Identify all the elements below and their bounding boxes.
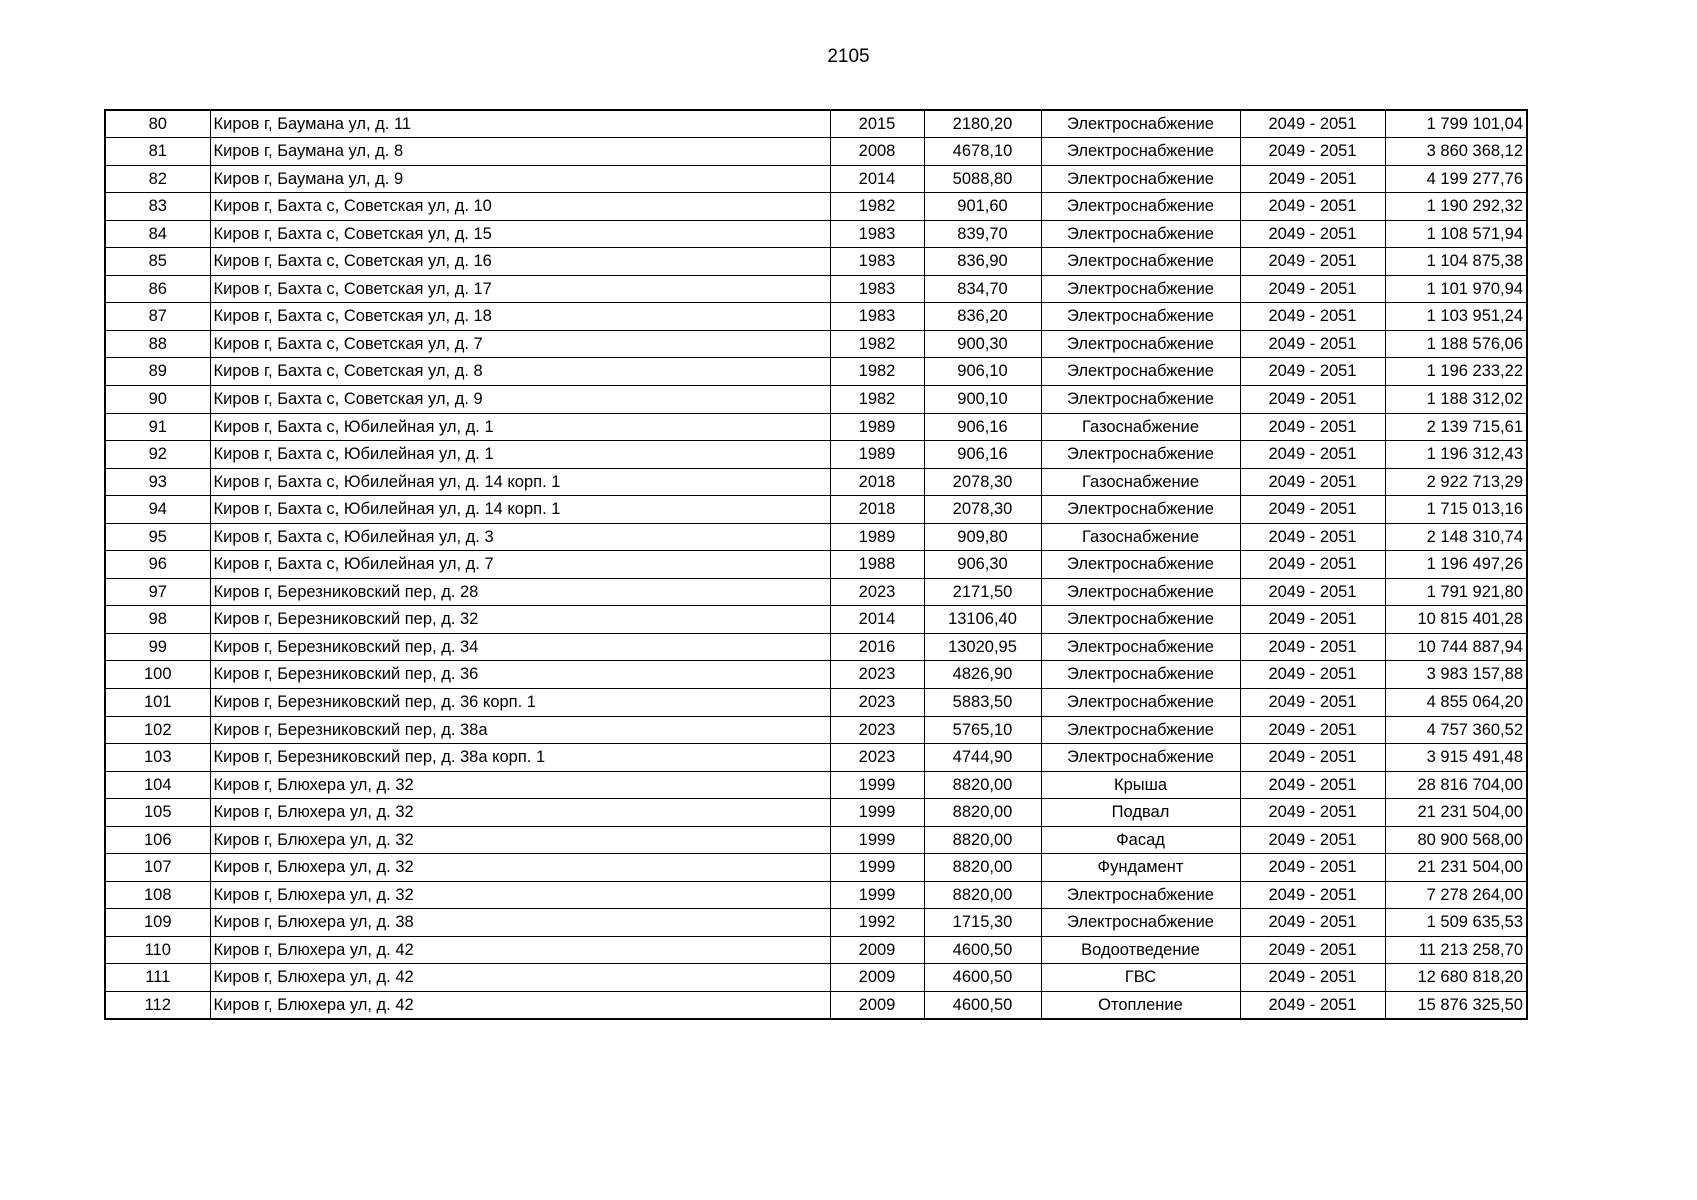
cost-cell: 1 101 970,94 [1385,275,1527,303]
area-cell: 13020,95 [924,633,1041,661]
area-cell: 4826,90 [924,661,1041,689]
address-cell: Киров г, Баумана ул, д. 11 [210,110,830,138]
work-type-cell: Газоснабжение [1041,523,1240,551]
period-cell: 2049 - 2051 [1240,385,1385,413]
period-cell: 2049 - 2051 [1240,496,1385,524]
table-row [105,606,1527,634]
work-type-cell: Электроснабжение [1041,633,1240,661]
cost-cell: 1 104 875,38 [1385,248,1527,276]
work-type-cell: Электроснабжение [1041,496,1240,524]
area-cell: 4678,10 [924,138,1041,166]
year-cell: 2023 [830,661,924,689]
area-cell: 8820,00 [924,771,1041,799]
row-number-cell: 103 [105,744,210,772]
area-cell: 906,10 [924,358,1041,386]
table-row [105,799,1527,827]
work-type-cell: Водоотведение [1041,936,1240,964]
work-type-cell: Электроснабжение [1041,744,1240,772]
table-row [105,771,1527,799]
row-number-cell: 102 [105,716,210,744]
period-cell: 2049 - 2051 [1240,716,1385,744]
area-cell: 2078,30 [924,496,1041,524]
cost-cell: 3 915 491,48 [1385,744,1527,772]
period-cell: 2049 - 2051 [1240,441,1385,469]
year-cell: 1989 [830,441,924,469]
year-cell: 1982 [830,193,924,221]
work-type-cell: ГВС [1041,964,1240,992]
table-row [105,551,1527,579]
row-number-cell: 89 [105,358,210,386]
period-cell: 2049 - 2051 [1240,193,1385,221]
address-cell: Киров г, Баумана ул, д. 8 [210,138,830,166]
address-cell: Киров г, Блюхера ул, д. 38 [210,909,830,937]
year-cell: 2014 [830,606,924,634]
cost-cell: 12 680 818,20 [1385,964,1527,992]
period-cell: 2049 - 2051 [1240,275,1385,303]
work-type-cell: Электроснабжение [1041,441,1240,469]
work-type-cell: Электроснабжение [1041,110,1240,138]
row-number-cell: 96 [105,551,210,579]
work-type-cell: Электроснабжение [1041,578,1240,606]
year-cell: 1983 [830,275,924,303]
period-cell: 2049 - 2051 [1240,744,1385,772]
table-row [105,413,1527,441]
table-row [105,578,1527,606]
period-cell: 2049 - 2051 [1240,661,1385,689]
work-type-cell: Крыша [1041,771,1240,799]
year-cell: 2023 [830,578,924,606]
table-row [105,661,1527,689]
cost-cell: 1 196 497,26 [1385,551,1527,579]
period-cell: 2049 - 2051 [1240,523,1385,551]
period-cell: 2049 - 2051 [1240,468,1385,496]
period-cell: 2049 - 2051 [1240,606,1385,634]
area-cell: 836,90 [924,248,1041,276]
year-cell: 1999 [830,771,924,799]
period-cell: 2049 - 2051 [1240,578,1385,606]
period-cell: 2049 - 2051 [1240,964,1385,992]
address-cell: Киров г, Бахта с, Юбилейная ул, д. 3 [210,523,830,551]
year-cell: 1999 [830,881,924,909]
row-number-cell: 108 [105,881,210,909]
address-cell: Киров г, Бахта с, Советская ул, д. 16 [210,248,830,276]
address-cell: Киров г, Бахта с, Юбилейная ул, д. 1 [210,413,830,441]
cost-cell: 4 757 360,52 [1385,716,1527,744]
address-cell: Киров г, Березниковский пер, д. 38а корп. 1 [210,744,830,772]
cost-cell: 10 744 887,94 [1385,633,1527,661]
cost-cell: 28 816 704,00 [1385,771,1527,799]
year-cell: 1983 [830,303,924,331]
table-row [105,165,1527,193]
address-cell: Киров г, Бахта с, Советская ул, д. 18 [210,303,830,331]
work-type-cell: Газоснабжение [1041,468,1240,496]
cost-cell: 1 509 635,53 [1385,909,1527,937]
work-type-cell: Электроснабжение [1041,716,1240,744]
building-works-table [104,109,1528,1020]
cost-cell: 1 196 233,22 [1385,358,1527,386]
year-cell: 2009 [830,964,924,992]
area-cell: 2171,50 [924,578,1041,606]
cost-cell: 1 799 101,04 [1385,110,1527,138]
row-number-cell: 111 [105,964,210,992]
row-number-cell: 97 [105,578,210,606]
year-cell: 1999 [830,826,924,854]
row-number-cell: 95 [105,523,210,551]
address-cell: Киров г, Бахта с, Юбилейная ул, д. 14 корп. 1 [210,496,830,524]
address-cell: Киров г, Березниковский пер, д. 36 [210,661,830,689]
table-row [105,441,1527,469]
table-row [105,193,1527,221]
cost-cell: 2 148 310,74 [1385,523,1527,551]
address-cell: Киров г, Березниковский пер, д. 34 [210,633,830,661]
year-cell: 1983 [830,248,924,276]
row-number-cell: 109 [105,909,210,937]
row-number-cell: 101 [105,688,210,716]
cost-cell: 4 199 277,76 [1385,165,1527,193]
area-cell: 5765,10 [924,716,1041,744]
row-number-cell: 90 [105,385,210,413]
table-row [105,881,1527,909]
work-type-cell: Электроснабжение [1041,220,1240,248]
address-cell: Киров г, Баумана ул, д. 9 [210,165,830,193]
area-cell: 8820,00 [924,854,1041,882]
row-number-cell: 107 [105,854,210,882]
table-row [105,826,1527,854]
table-row [105,330,1527,358]
area-cell: 900,10 [924,385,1041,413]
area-cell: 909,80 [924,523,1041,551]
period-cell: 2049 - 2051 [1240,826,1385,854]
area-cell: 4600,50 [924,964,1041,992]
row-number-cell: 86 [105,275,210,303]
table-row [105,220,1527,248]
row-number-cell: 92 [105,441,210,469]
table-row [105,688,1527,716]
year-cell: 2008 [830,138,924,166]
period-cell: 2049 - 2051 [1240,992,1385,1020]
area-cell: 5883,50 [924,688,1041,716]
work-type-cell: Электроснабжение [1041,138,1240,166]
row-number-cell: 91 [105,413,210,441]
year-cell: 1982 [830,358,924,386]
year-cell: 1999 [830,799,924,827]
work-type-cell: Электроснабжение [1041,606,1240,634]
cost-cell: 21 231 504,00 [1385,854,1527,882]
row-number-cell: 85 [105,248,210,276]
cost-cell: 21 231 504,00 [1385,799,1527,827]
row-number-cell: 112 [105,992,210,1020]
address-cell: Киров г, Березниковский пер, д. 28 [210,578,830,606]
area-cell: 2180,20 [924,110,1041,138]
year-cell: 2009 [830,936,924,964]
address-cell: Киров г, Березниковский пер, д. 38а [210,716,830,744]
period-cell: 2049 - 2051 [1240,881,1385,909]
address-cell: Киров г, Бахта с, Советская ул, д. 7 [210,330,830,358]
year-cell: 2018 [830,468,924,496]
area-cell: 906,30 [924,551,1041,579]
work-type-cell: Электроснабжение [1041,688,1240,716]
year-cell: 1989 [830,523,924,551]
row-number-cell: 82 [105,165,210,193]
area-cell: 834,70 [924,275,1041,303]
row-number-cell: 93 [105,468,210,496]
period-cell: 2049 - 2051 [1240,303,1385,331]
work-type-cell: Электроснабжение [1041,909,1240,937]
table-row [105,716,1527,744]
page-number: 2105 [827,46,870,67]
period-cell: 2049 - 2051 [1240,633,1385,661]
cost-cell: 3 860 368,12 [1385,138,1527,166]
work-type-cell: Подвал [1041,799,1240,827]
address-cell: Киров г, Бахта с, Советская ул, д. 17 [210,275,830,303]
cost-cell: 2 139 715,61 [1385,413,1527,441]
period-cell: 2049 - 2051 [1240,138,1385,166]
area-cell: 900,30 [924,330,1041,358]
table-row [105,936,1527,964]
area-cell: 906,16 [924,413,1041,441]
cost-cell: 2 922 713,29 [1385,468,1527,496]
year-cell: 2014 [830,165,924,193]
work-type-cell: Электроснабжение [1041,385,1240,413]
work-type-cell: Электроснабжение [1041,165,1240,193]
area-cell: 8820,00 [924,826,1041,854]
row-number-cell: 99 [105,633,210,661]
address-cell: Киров г, Блюхера ул, д. 32 [210,826,830,854]
cost-cell: 1 103 951,24 [1385,303,1527,331]
period-cell: 2049 - 2051 [1240,936,1385,964]
area-cell: 8820,00 [924,799,1041,827]
table-row [105,248,1527,276]
row-number-cell: 84 [105,220,210,248]
table-row [105,138,1527,166]
address-cell: Киров г, Бахта с, Советская ул, д. 8 [210,358,830,386]
address-cell: Киров г, Блюхера ул, д. 32 [210,799,830,827]
work-type-cell: Отопление [1041,992,1240,1020]
year-cell: 2018 [830,496,924,524]
table-row [105,110,1527,138]
work-type-cell: Электроснабжение [1041,275,1240,303]
work-type-cell: Электроснабжение [1041,248,1240,276]
cost-cell: 11 213 258,70 [1385,936,1527,964]
cost-cell: 15 876 325,50 [1385,992,1527,1020]
table-row [105,385,1527,413]
cost-cell: 80 900 568,00 [1385,826,1527,854]
area-cell: 5088,80 [924,165,1041,193]
row-number-cell: 110 [105,936,210,964]
year-cell: 1988 [830,551,924,579]
area-cell: 4600,50 [924,936,1041,964]
row-number-cell: 80 [105,110,210,138]
table-row [105,275,1527,303]
work-type-cell: Фундамент [1041,854,1240,882]
area-cell: 901,60 [924,193,1041,221]
year-cell: 2023 [830,716,924,744]
table-row [105,854,1527,882]
cost-cell: 4 855 064,20 [1385,688,1527,716]
address-cell: Киров г, Блюхера ул, д. 32 [210,881,830,909]
area-cell: 2078,30 [924,468,1041,496]
table-row [105,496,1527,524]
table-row [105,303,1527,331]
work-type-cell: Электроснабжение [1041,881,1240,909]
period-cell: 2049 - 2051 [1240,688,1385,716]
cost-cell: 1 188 576,06 [1385,330,1527,358]
table-row [105,744,1527,772]
year-cell: 2015 [830,110,924,138]
address-cell: Киров г, Блюхера ул, д. 42 [210,936,830,964]
year-cell: 2016 [830,633,924,661]
period-cell: 2049 - 2051 [1240,220,1385,248]
work-type-cell: Электроснабжение [1041,193,1240,221]
table-row [105,358,1527,386]
work-type-cell: Фасад [1041,826,1240,854]
work-type-cell: Электроснабжение [1041,661,1240,689]
table-row [105,523,1527,551]
row-number-cell: 87 [105,303,210,331]
period-cell: 2049 - 2051 [1240,110,1385,138]
table-row [105,964,1527,992]
period-cell: 2049 - 2051 [1240,909,1385,937]
year-cell: 1982 [830,385,924,413]
table-row [105,633,1527,661]
address-cell: Киров г, Блюхера ул, д. 32 [210,771,830,799]
table-row [105,992,1527,1020]
row-number-cell: 88 [105,330,210,358]
cost-cell: 1 196 312,43 [1385,441,1527,469]
address-cell: Киров г, Бахта с, Юбилейная ул, д. 1 [210,441,830,469]
area-cell: 4744,90 [924,744,1041,772]
row-number-cell: 98 [105,606,210,634]
cost-cell: 1 188 312,02 [1385,385,1527,413]
area-cell: 1715,30 [924,909,1041,937]
table-body [105,110,1527,1019]
year-cell: 1982 [830,330,924,358]
address-cell: Киров г, Блюхера ул, д. 42 [210,964,830,992]
address-cell: Киров г, Бахта с, Юбилейная ул, д. 14 корп. 1 [210,468,830,496]
row-number-cell: 105 [105,799,210,827]
table-row [105,468,1527,496]
row-number-cell: 83 [105,193,210,221]
year-cell: 1992 [830,909,924,937]
year-cell: 1989 [830,413,924,441]
year-cell: 2023 [830,744,924,772]
period-cell: 2049 - 2051 [1240,358,1385,386]
row-number-cell: 81 [105,138,210,166]
year-cell: 1983 [830,220,924,248]
period-cell: 2049 - 2051 [1240,330,1385,358]
period-cell: 2049 - 2051 [1240,854,1385,882]
row-number-cell: 104 [105,771,210,799]
cost-cell: 1 190 292,32 [1385,193,1527,221]
cost-cell: 10 815 401,28 [1385,606,1527,634]
address-cell: Киров г, Блюхера ул, д. 32 [210,854,830,882]
cost-cell: 1 791 921,80 [1385,578,1527,606]
cost-cell: 1 108 571,94 [1385,220,1527,248]
cost-cell: 1 715 013,16 [1385,496,1527,524]
area-cell: 839,70 [924,220,1041,248]
period-cell: 2049 - 2051 [1240,165,1385,193]
period-cell: 2049 - 2051 [1240,799,1385,827]
work-type-cell: Электроснабжение [1041,358,1240,386]
address-cell: Киров г, Березниковский пер, д. 36 корп. 1 [210,688,830,716]
period-cell: 2049 - 2051 [1240,551,1385,579]
area-cell: 13106,40 [924,606,1041,634]
work-type-cell: Электроснабжение [1041,303,1240,331]
year-cell: 2023 [830,688,924,716]
work-type-cell: Электроснабжение [1041,330,1240,358]
address-cell: Киров г, Блюхера ул, д. 42 [210,992,830,1020]
row-number-cell: 94 [105,496,210,524]
year-cell: 1999 [830,854,924,882]
cost-cell: 7 278 264,00 [1385,881,1527,909]
address-cell: Киров г, Бахта с, Советская ул, д. 9 [210,385,830,413]
period-cell: 2049 - 2051 [1240,413,1385,441]
area-cell: 906,16 [924,441,1041,469]
cost-cell: 3 983 157,88 [1385,661,1527,689]
work-type-cell: Электроснабжение [1041,551,1240,579]
address-cell: Киров г, Бахта с, Советская ул, д. 10 [210,193,830,221]
period-cell: 2049 - 2051 [1240,248,1385,276]
year-cell: 2009 [830,992,924,1020]
address-cell: Киров г, Березниковский пер, д. 32 [210,606,830,634]
work-type-cell: Газоснабжение [1041,413,1240,441]
row-number-cell: 100 [105,661,210,689]
area-cell: 836,20 [924,303,1041,331]
row-number-cell: 106 [105,826,210,854]
table-row [105,909,1527,937]
area-cell: 8820,00 [924,881,1041,909]
area-cell: 4600,50 [924,992,1041,1020]
address-cell: Киров г, Бахта с, Юбилейная ул, д. 7 [210,551,830,579]
period-cell: 2049 - 2051 [1240,771,1385,799]
address-cell: Киров г, Бахта с, Советская ул, д. 15 [210,220,830,248]
